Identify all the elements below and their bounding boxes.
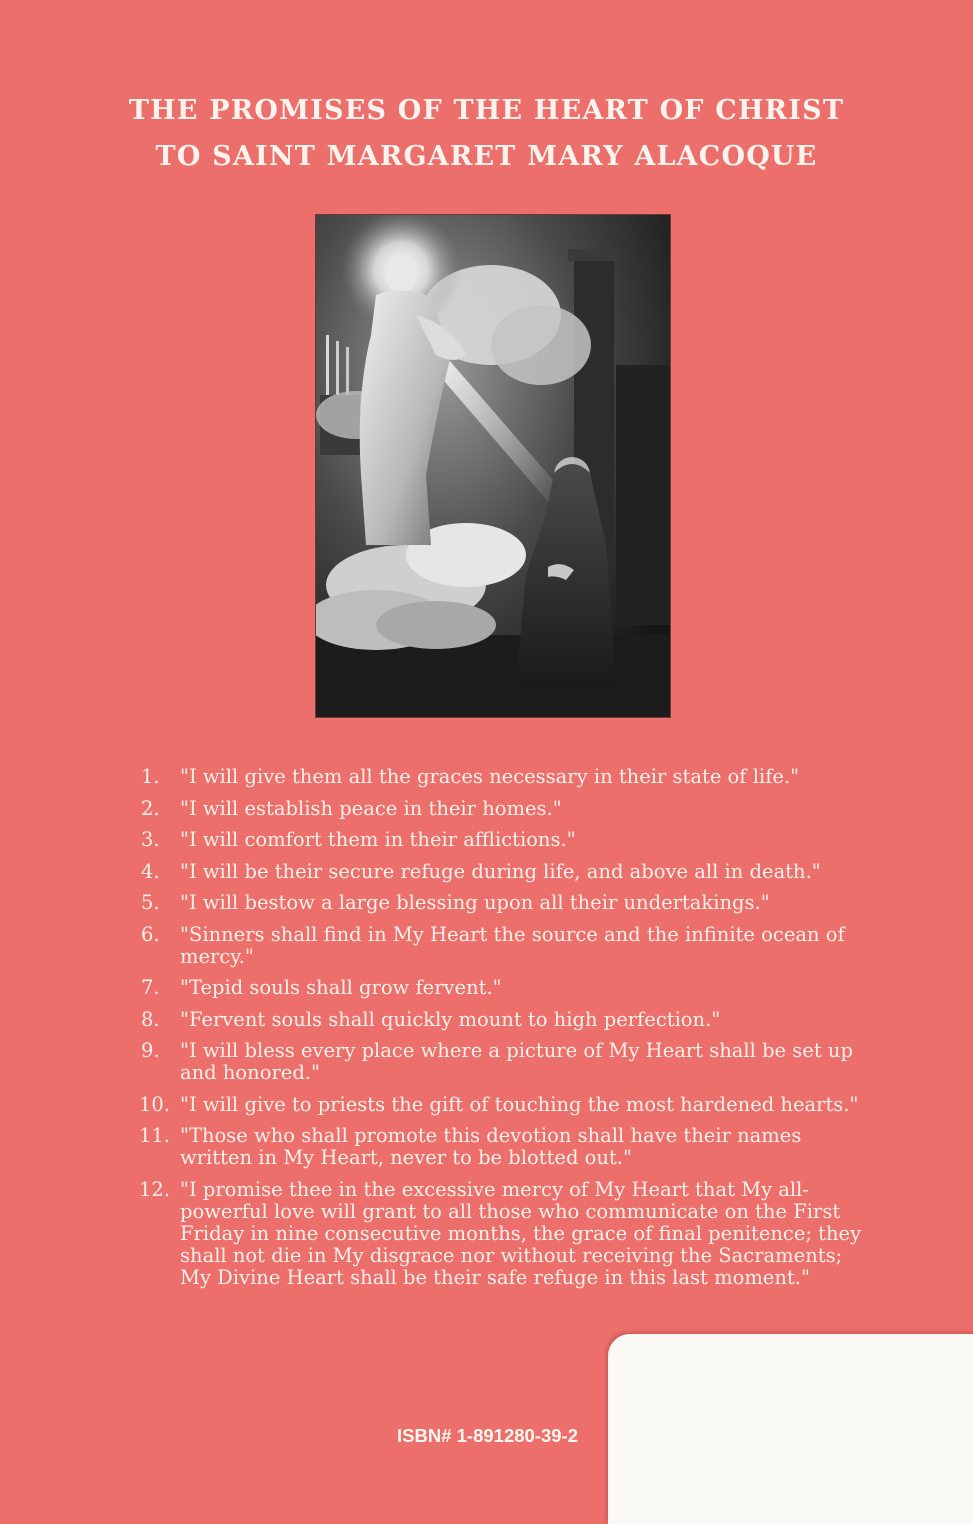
list-item	[141, 1125, 871, 1169]
promise-text: "Fervent souls shall quickly mount to high perfection."	[180, 1007, 721, 1031]
title-line-1: THE PROMISES OF THE HEART OF CHRIST	[128, 95, 845, 126]
promise-text: "I will comfort them in their afflictions."	[180, 828, 576, 851]
isbn-number: ISBN# 1-891280-39-2	[397, 1425, 578, 1446]
promise-number: 2.	[141, 796, 160, 820]
promise-number: 12.	[139, 1177, 171, 1201]
christ-appearing-to-saint-margaret-mary-icon	[316, 215, 670, 717]
promise-text: "I will give to priests the gift of touching the most hardened hearts."	[180, 1092, 859, 1116]
list-item	[141, 1040, 871, 1084]
promise-number: 3.	[141, 828, 160, 851]
page-title	[0, 88, 973, 180]
list-item	[141, 1094, 871, 1116]
promise-number: 9.	[141, 1039, 160, 1062]
list-item	[141, 829, 871, 851]
list-item	[141, 1009, 871, 1031]
promise-number: 8.	[141, 1007, 160, 1031]
promise-text: "Tepid souls shall grow fervent."	[180, 976, 502, 999]
list-item	[141, 892, 871, 914]
promise-text: "I promise thee in the excessive mercy of My Heart that My all-powerful love will grant to all those who communicate on the First Friday in nine consecutive months, the grace of final penitence; they shall not die in My disgrace nor without receiving the Sacraments; My Divine Heart shall be their safe refuge in this last moment."	[180, 1177, 862, 1289]
promise-text: "I will establish peace in their homes."	[180, 796, 562, 820]
devotional-illustration	[316, 215, 670, 717]
promise-number: 6.	[141, 922, 160, 946]
price-sticker	[608, 1334, 973, 1524]
promise-number: 1.	[141, 765, 160, 788]
promise-number: 11.	[139, 1124, 171, 1147]
promise-text: "I will give them all the graces necessary in their state of life."	[180, 765, 800, 788]
list-item	[141, 1179, 871, 1289]
promise-text: "Sinners shall find in My Heart the source and the infinite ocean of mercy."	[180, 922, 845, 968]
promise-text: "I will bless every place where a picture of My Heart shall be set up and honored."	[180, 1039, 853, 1084]
list-item	[141, 861, 871, 883]
promise-number: 7.	[141, 976, 160, 999]
title-line-2: TO SAINT MARGARET MARY ALACOQUE	[155, 141, 818, 172]
list-item	[141, 798, 871, 820]
promise-text: "Those who shall promote this devotion shall have their names written in My Heart, never to be blotted out."	[180, 1124, 802, 1169]
promise-text: "I will be their secure refuge during life, and above all in death."	[180, 859, 821, 883]
promises-list	[141, 766, 871, 1298]
list-item	[141, 924, 871, 968]
list-item	[141, 766, 871, 788]
promise-number: 5.	[141, 891, 160, 914]
list-item	[141, 977, 871, 999]
promise-number: 4.	[141, 859, 160, 883]
promise-number: 10.	[139, 1092, 171, 1116]
promise-text: "I will bestow a large blessing upon all their undertakings."	[180, 891, 770, 914]
